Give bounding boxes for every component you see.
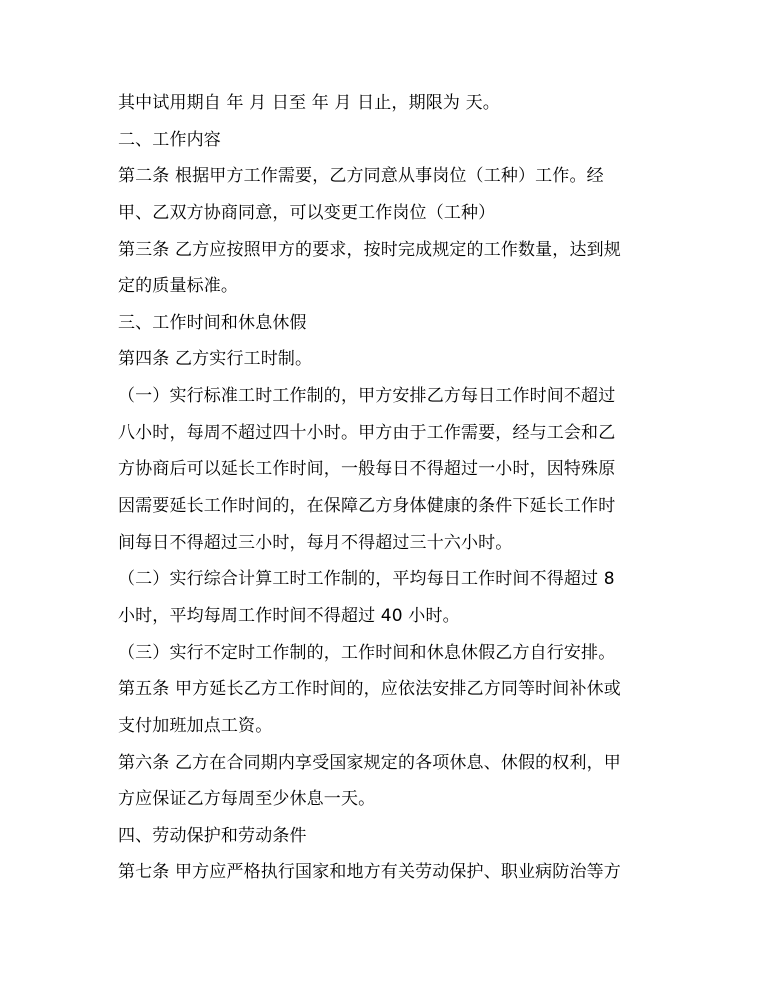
clause-1-line-3: 方协商后可以延长工作时间，一般每日不得超过一小时，因特殊原 bbox=[118, 459, 616, 480]
article-6-line-1: 第六条 乙方在合同期内享受国家规定的各项休息、休假的权利，甲 bbox=[118, 752, 621, 773]
article-2-line-2: 甲、乙双方协商同意，可以变更工作岗位（工种） bbox=[118, 202, 496, 223]
article-6-line-2: 方应保证乙方每周至少休息一天。 bbox=[118, 789, 376, 810]
article-4-line: 第四条 乙方实行工时制。 bbox=[118, 349, 313, 370]
article-2-line-1: 第二条 根据甲方工作需要，乙方同意从事岗位（工种）工作。经 bbox=[118, 166, 604, 187]
article-5-line-2: 支付加班加点工资。 bbox=[118, 715, 273, 736]
section-heading-work-content: 二、工作内容 bbox=[118, 129, 221, 150]
clause-3-line: （三）实行不定时工作制的，工作时间和休息休假乙方自行安排。 bbox=[118, 642, 616, 663]
article-3-line-1: 第三条 乙方应按照甲方的要求，按时完成规定的工作数量，达到规 bbox=[118, 239, 621, 260]
clause-1-line-2: 八小时，每周不超过四十小时。甲方由于工作需要，经与工会和乙 bbox=[118, 422, 616, 443]
article-5-line-1: 第五条 甲方延长乙方工作时间的，应依法安排乙方同等时间补休或 bbox=[118, 679, 621, 700]
clause-2-line-2: 小时，平均每周工作时间不得超过 40 小时。 bbox=[118, 605, 460, 626]
document-body bbox=[118, 89, 663, 895]
article-7-line-1: 第七条 甲方应严格执行国家和地方有关劳动保护、职业病防治等方 bbox=[118, 862, 621, 883]
section-heading-work-hours: 三、工作时间和休息休假 bbox=[118, 312, 307, 333]
clause-1-line-1: （一）实行标准工时工作制的，甲方安排乙方每日工作时间不超过 bbox=[118, 386, 616, 407]
article-3-line-2: 定的质量标准。 bbox=[118, 276, 239, 297]
probation-period-line: 其中试用期自 年 月 日至 年 月 日止，期限为 天。 bbox=[118, 93, 500, 113]
clause-1-line-5: 间每日不得超过三小时，每月不得超过三十六小时。 bbox=[118, 532, 513, 553]
section-heading-labor-protection: 四、劳动保护和劳动条件 bbox=[118, 825, 307, 846]
clause-1-line-4: 因需要延长工作时间的，在保障乙方身体健康的条件下延长工作时 bbox=[118, 496, 616, 517]
clause-2-line-1: （二）实行综合计算工时工作制的，平均每日工作时间不得超过 8 bbox=[118, 569, 615, 590]
